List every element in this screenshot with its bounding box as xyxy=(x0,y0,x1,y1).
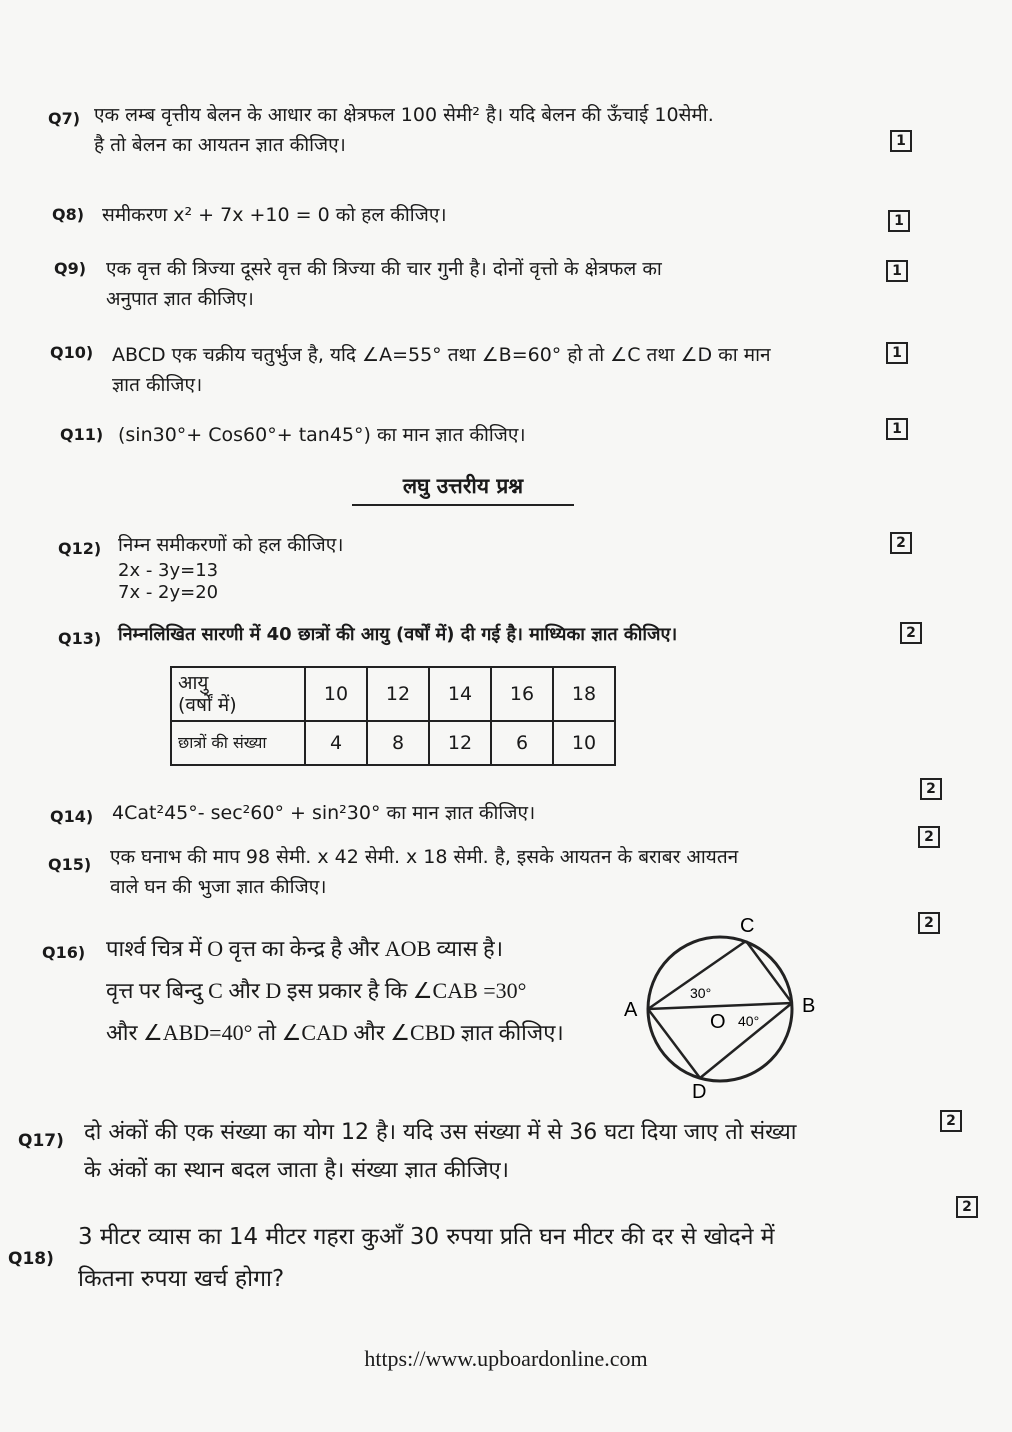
chord-cb xyxy=(746,941,792,1003)
table-header-cell: छात्रों की संख्या xyxy=(171,721,305,765)
label-d: D xyxy=(692,1081,707,1102)
marks-box: 2 xyxy=(956,1196,978,1218)
label-b: B xyxy=(802,995,816,1017)
question-text: है तो बेलन का आयतन ज्ञात कीजिए। xyxy=(94,134,346,156)
question-number: Q9) xyxy=(54,259,87,278)
question-number: Q7) xyxy=(48,109,81,128)
question-text: निम्नलिखित सारणी में 40 छात्रों की आयु (वर्षों में) दी गई है। माध्यिका ज्ञात कीजिए। xyxy=(118,624,678,645)
marks-box: 2 xyxy=(890,532,912,554)
question-number: Q8) xyxy=(52,205,85,224)
question-number: Q15) xyxy=(48,855,92,874)
table-cell: 12 xyxy=(429,721,491,765)
marks-box: 2 xyxy=(918,912,940,934)
table-cell: 10 xyxy=(305,667,367,721)
equation: 7x - 2y=20 xyxy=(118,582,219,603)
question-text: के अंकों का स्थान बदल जाता है। संख्या ज्ञात कीजिए। xyxy=(84,1158,510,1183)
question-text: समीकरण x² + 7x +10 = 0 को हल कीजिए। xyxy=(102,204,447,226)
question-text: कितना रुपया खर्च होगा? xyxy=(78,1266,285,1292)
marks-box: 2 xyxy=(940,1110,962,1132)
marks-box: 2 xyxy=(918,826,940,848)
question-text: दो अंकों की एक संख्या का योग 12 है। यदि उस संख्या में से 36 घटा दिया जाए तो संख्या xyxy=(84,1120,797,1145)
question-text: ABCD एक चक्रीय चतुर्भुज है, यदि ∠A=55° तथा ∠B=60° हो तो ∠C तथा ∠D का मान xyxy=(112,344,771,366)
question-number: Q11) xyxy=(60,425,104,444)
label-o: O xyxy=(710,1011,726,1033)
table-header-cell: आयु (वर्षों में) xyxy=(171,667,305,721)
question-text: अनुपात ज्ञात कीजिए। xyxy=(106,288,254,310)
marks-box: 2 xyxy=(900,622,922,644)
age-table xyxy=(170,666,616,766)
marks-box: 2 xyxy=(920,778,942,800)
question-text: एक लम्ब वृत्तीय बेलन के आधार का क्षेत्रफल 100 सेमी² है। यदि बेलन की ऊँचाई 10सेमी. xyxy=(94,104,714,126)
section-heading: लघु उत्तरीय प्रश्न xyxy=(352,472,574,506)
question-number: Q13) xyxy=(58,629,102,648)
table-cell: 6 xyxy=(491,721,553,765)
table-row xyxy=(171,721,615,765)
question-number: Q16) xyxy=(42,943,86,962)
equation: 2x - 3y=13 xyxy=(118,560,219,581)
question-text: ज्ञात कीजिए। xyxy=(112,374,203,396)
table-cell: 12 xyxy=(367,667,429,721)
table-row xyxy=(171,667,615,721)
question-text: एक वृत्त की त्रिज्या दूसरे वृत्त की त्रिज्या की चार गुनी है। दोनों वृत्तो के क्षेत्रफल का xyxy=(106,258,662,280)
question-text: 4Cat²45°- sec²60° + sin²30° का मान ज्ञात कीजिए। xyxy=(112,802,536,824)
question-number: Q17) xyxy=(18,1131,64,1151)
circle-figure xyxy=(622,912,832,1102)
question-number: Q18) xyxy=(8,1249,54,1269)
table-cell: 14 xyxy=(429,667,491,721)
table-cell: 18 xyxy=(553,667,615,721)
question-text: वाले घन की भुजा ज्ञात कीजिए। xyxy=(110,876,327,898)
question-number: Q14) xyxy=(50,807,94,826)
diameter-ab xyxy=(648,1003,792,1009)
marks-box: 1 xyxy=(886,260,908,282)
marks-box: 1 xyxy=(886,342,908,364)
question-text: एक घनाभ की माप 98 सेमी. x 42 सेमी. x 18 सेमी. है, इसके आयतन के बराबर आयतन xyxy=(110,846,739,868)
angle-cab-label: 30° xyxy=(690,985,712,1001)
question-number: Q12) xyxy=(58,539,102,558)
table-cell: 4 xyxy=(305,721,367,765)
question-text: पार्श्व चित्र में O वृत्त का केन्द्र है और AOB व्यास है। xyxy=(106,936,504,961)
question-text: निम्न समीकरणों को हल कीजिए। xyxy=(118,534,344,556)
angle-abd-label: 40° xyxy=(738,1013,760,1029)
question-text: वृत्त पर बिन्दु C और D इस प्रकार है कि ∠CAB =30° xyxy=(106,978,527,1003)
question-text: 3 मीटर व्यास का 14 मीटर गहरा कुआँ 30 रुपया प्रति घन मीटर की दर से खोदने में xyxy=(78,1224,775,1250)
label-c: C xyxy=(740,915,755,937)
table-cell: 10 xyxy=(553,721,615,765)
label-a: A xyxy=(624,999,638,1021)
marks-box: 1 xyxy=(888,210,910,232)
table-cell: 8 xyxy=(367,721,429,765)
footer-url: https://www.upboardonline.com xyxy=(364,1346,648,1371)
marks-box: 1 xyxy=(890,130,912,152)
question-text: और ∠ABD=40° तो ∠CAD और ∠CBD ज्ञात कीजिए। xyxy=(106,1020,564,1045)
question-text: (sin30°+ Cos60°+ tan45°) का मान ज्ञात कीजिए। xyxy=(118,424,526,446)
table-cell: 16 xyxy=(491,667,553,721)
question-number: Q10) xyxy=(50,343,94,362)
marks-box: 1 xyxy=(886,418,908,440)
